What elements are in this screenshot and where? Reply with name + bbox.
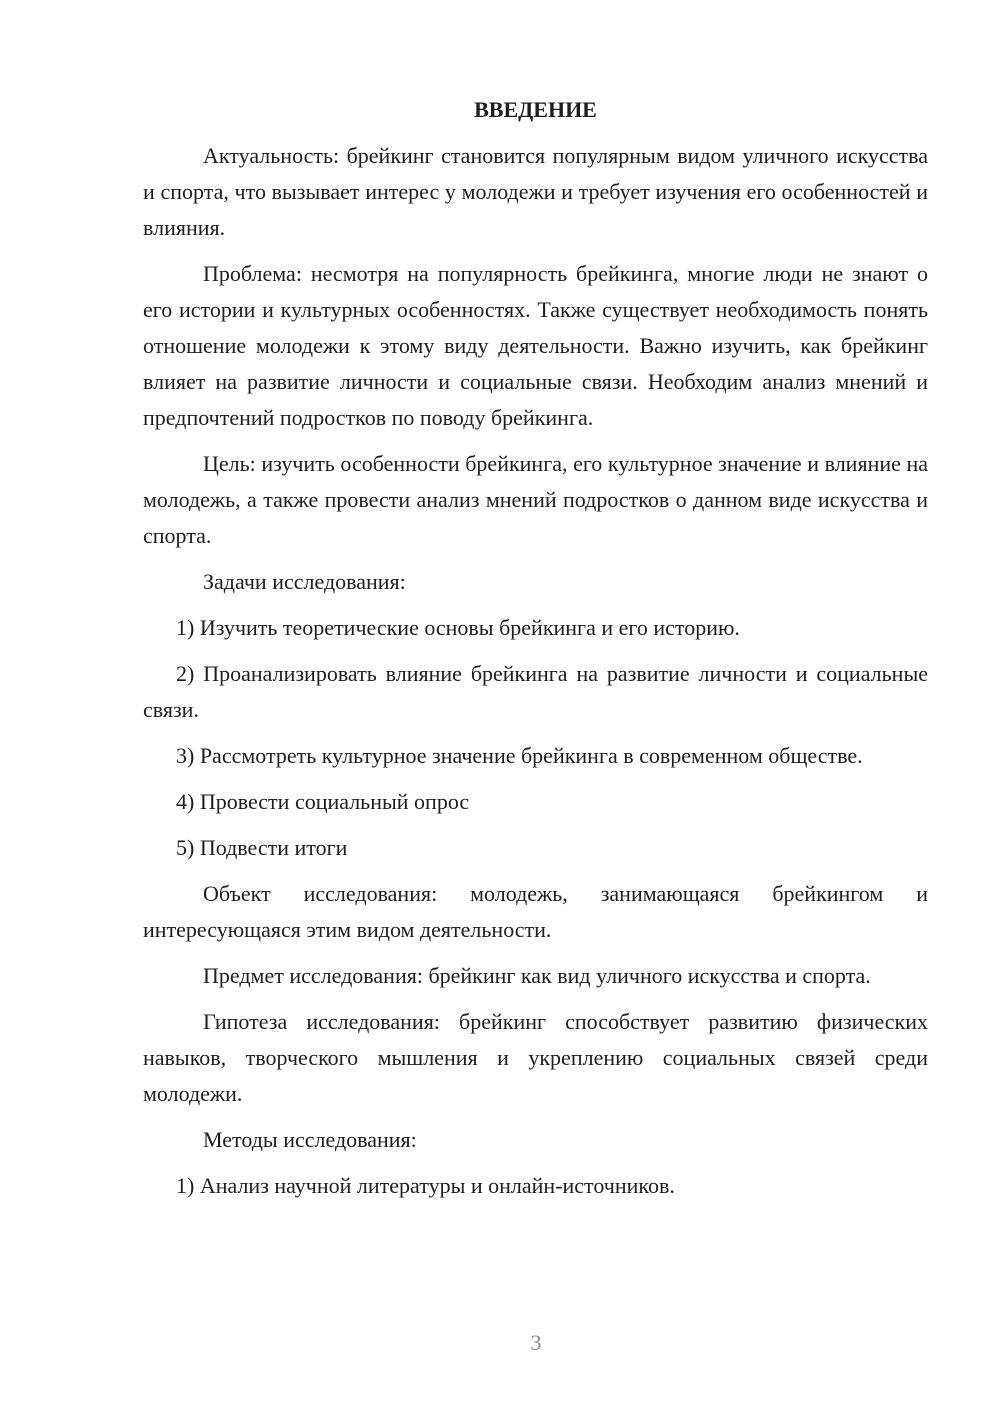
- task-item: 2) Проанализировать влияние брейкинга на развитие личности и социальные связи.: [143, 661, 928, 722]
- page-number: 3: [530, 1330, 542, 1355]
- section-title: ВВЕДЕНИЕ: [474, 97, 597, 122]
- paragraph-object: Объект исследования: молодежь, занимающаяся брейкингом и интересующаяся этим видом деятельности.: [143, 881, 928, 942]
- page-content: [143, 92, 928, 1204]
- task-item: 4) Провести социальный опрос: [176, 789, 470, 814]
- method-item: 1) Анализ научной литературы и онлайн-источников.: [176, 1173, 675, 1198]
- paragraph-goal: Цель: изучить особенности брейкинга, его культурное значение и влияние на молодежь, а также провести анализ мнений подростков о данном виде искусства и спорта.: [143, 451, 928, 548]
- paragraph-problem: Проблема: несмотря на популярность брейкинга, многие люди не знают о его истории и культурных особенностях. Также существует необходимость понять отношение молодежи к этому виду деятельности. Важно изучить, как брейкинг влияет на развитие личности и социальные связи. Необходим анализ мнений и предпочтений подростков по поводу брейкинга.: [143, 261, 928, 430]
- methods-heading: Методы исследования:: [203, 1127, 417, 1152]
- paragraph-hypothesis: Гипотеза исследования: брейкинг способствует развитию физических навыков, творческого мышления и укреплению социальных связей среди молодежи.: [143, 1009, 928, 1106]
- paragraph-relevance: Актуальность: брейкинг становится популярным видом уличного искусства и спорта, что вызывает интерес у молодежи и требует изучения его особенностей и влияния.: [143, 143, 928, 240]
- task-item: 1) Изучить теоретические основы брейкинга и его историю.: [176, 615, 740, 640]
- tasks-heading: Задачи исследования:: [203, 569, 406, 594]
- task-item: 5) Подвести итоги: [176, 835, 348, 860]
- paragraph-subject: Предмет исследования: брейкинг как вид уличного искусства и спорта.: [203, 963, 871, 988]
- task-item: 3) Рассмотреть культурное значение брейкинга в современном обществе.: [176, 743, 863, 768]
